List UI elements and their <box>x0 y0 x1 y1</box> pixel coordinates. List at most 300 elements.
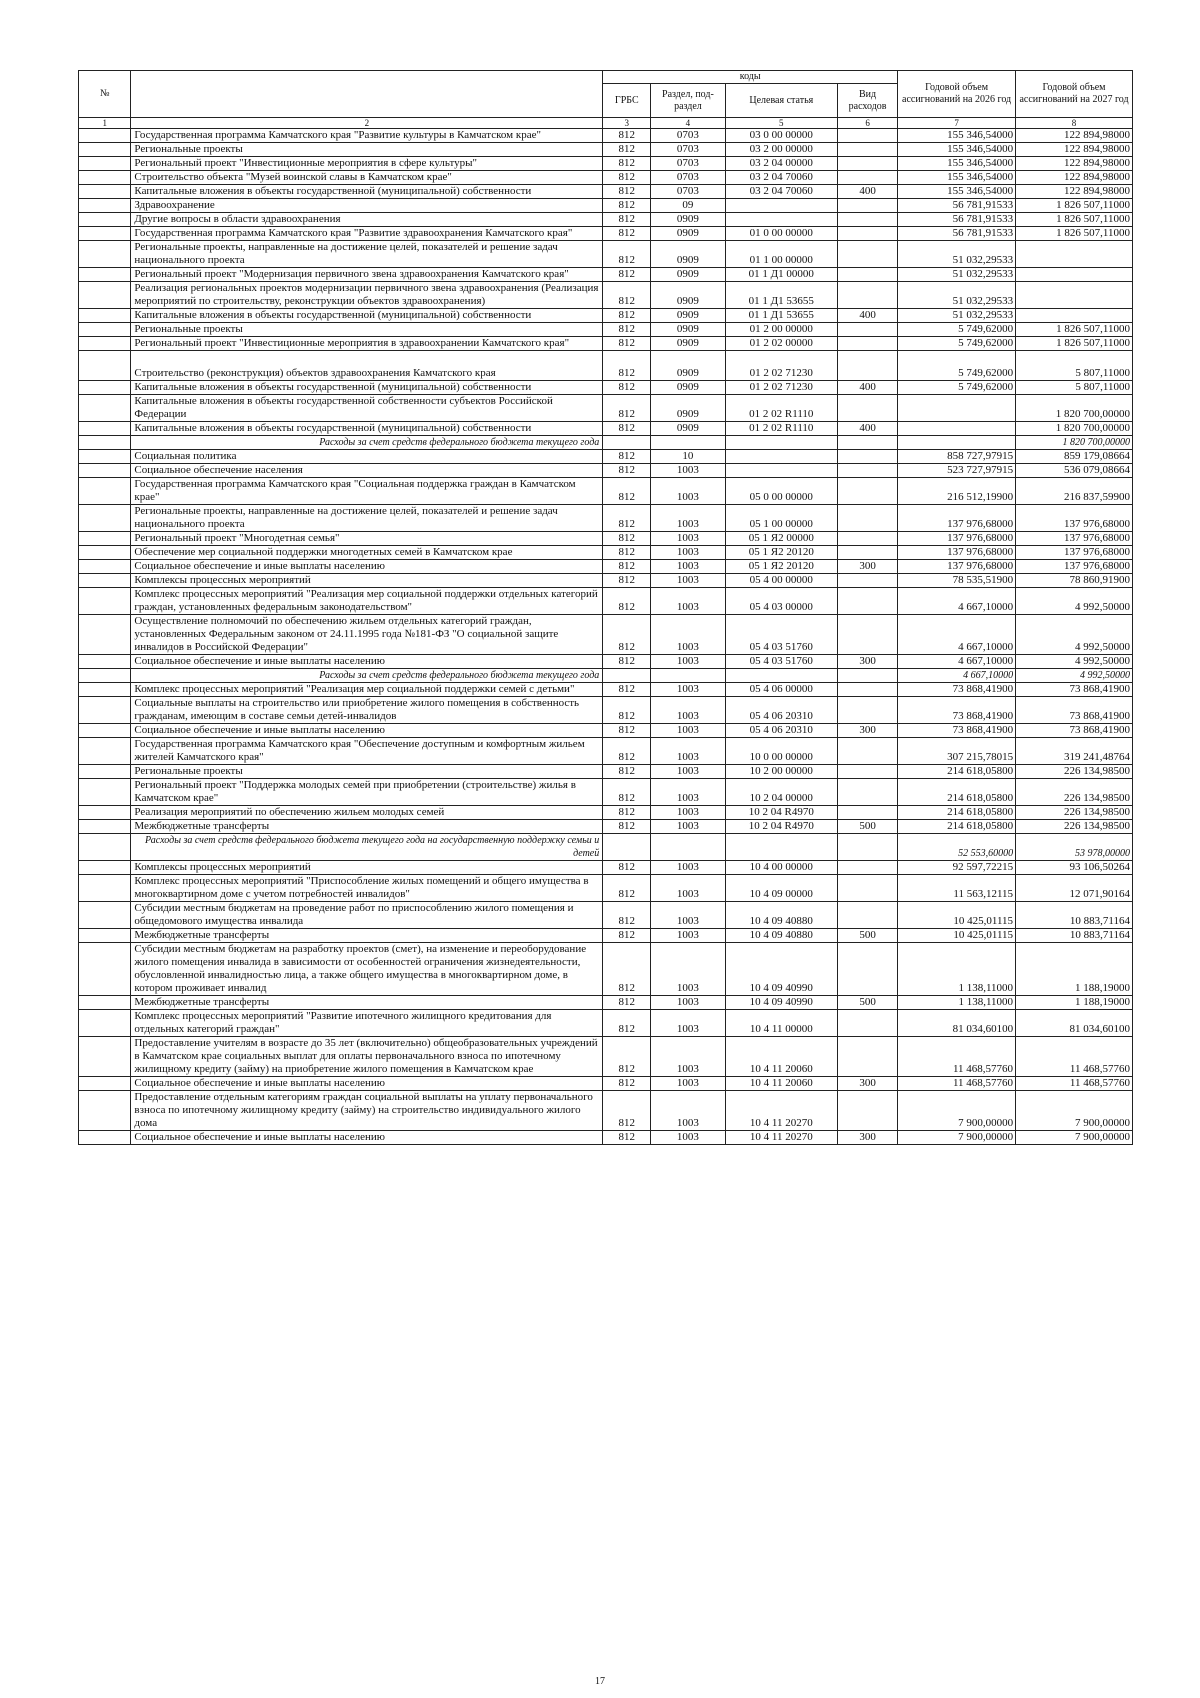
cell-name: Реализация региональных проектов модернизации первичного звена здравоохранения (Реализация мероприятий по строительству, реконструкции объектов здравоохранения) <box>131 282 603 309</box>
cell-volume-2027: 226 134,98500 <box>1016 820 1133 834</box>
cell-volume-2027: 7 900,00000 <box>1016 1091 1133 1131</box>
cell-name: Расходы за счет средств федерального бюджета текущего года <box>131 436 603 450</box>
cell-section: 1003 <box>651 875 725 902</box>
cell-name: Комплекс процессных мероприятий "Реализация мер социальной поддержки отдельных категорий граждан, установленных федеральным законодательством" <box>131 588 603 615</box>
cell-grbs: 812 <box>603 157 651 171</box>
cell-grbs: 812 <box>603 861 651 875</box>
cell-target: 01 2 02 71230 <box>725 381 837 395</box>
header-volume-2027: Годовой объем ассигнований на 2027 год <box>1016 71 1133 118</box>
cell-volume-2027: 226 134,98500 <box>1016 765 1133 779</box>
cell-volume-2026: 214 618,05800 <box>898 765 1016 779</box>
cell-kind <box>838 129 898 143</box>
cell-volume-2027: 1 188,19000 <box>1016 943 1133 996</box>
cell-volume-2027: 122 894,98000 <box>1016 157 1133 171</box>
cell-section: 1003 <box>651 943 725 996</box>
cell-kind <box>838 779 898 806</box>
cell-target: 10 4 09 40990 <box>725 943 837 996</box>
cell-name: Межбюджетные трансферты <box>131 996 603 1010</box>
table-row <box>79 779 1133 806</box>
cell-kind <box>838 171 898 185</box>
cell-name: Здравоохранение <box>131 199 603 213</box>
cell-number <box>79 820 131 834</box>
table-row <box>79 683 1133 697</box>
cell-number <box>79 574 131 588</box>
header-volume-2026: Годовой объем ассигнований на 2026 год <box>898 71 1016 118</box>
cell-section: 0909 <box>651 337 725 351</box>
cell-grbs: 812 <box>603 1131 651 1145</box>
table-row <box>79 1077 1133 1091</box>
cell-volume-2026: 214 618,05800 <box>898 779 1016 806</box>
cell-name: Государственная программа Камчатского края "Развитие культуры в Камчатском крае" <box>131 129 603 143</box>
cell-number <box>79 505 131 532</box>
cell-grbs: 812 <box>603 337 651 351</box>
cell-target: 03 2 04 00000 <box>725 157 837 171</box>
cell-volume-2026: 214 618,05800 <box>898 806 1016 820</box>
table-row <box>79 143 1133 157</box>
cell-kind <box>838 464 898 478</box>
cell-number <box>79 655 131 669</box>
cell-grbs <box>603 436 651 450</box>
cell-kind <box>838 875 898 902</box>
cell-kind <box>838 861 898 875</box>
table-row <box>79 450 1133 464</box>
cell-number <box>79 669 131 683</box>
cell-kind <box>838 337 898 351</box>
cell-volume-2027: 1 826 507,11000 <box>1016 323 1133 337</box>
cell-volume-2026: 92 597,72215 <box>898 861 1016 875</box>
table-row <box>79 199 1133 213</box>
cell-number <box>79 532 131 546</box>
cell-volume-2027: 5 807,11000 <box>1016 381 1133 395</box>
cell-name: Региональный проект "Многодетная семья" <box>131 532 603 546</box>
table-row <box>79 588 1133 615</box>
cell-number <box>79 323 131 337</box>
table-row <box>79 765 1133 779</box>
cell-target: 05 1 Я2 20120 <box>725 546 837 560</box>
cell-volume-2026: 858 727,97915 <box>898 450 1016 464</box>
cell-volume-2026: 5 749,62000 <box>898 337 1016 351</box>
cell-target: 01 2 02 71230 <box>725 351 837 381</box>
cell-volume-2026: 1 138,11000 <box>898 943 1016 996</box>
cell-name: Социальное обеспечение населения <box>131 464 603 478</box>
cell-grbs: 812 <box>603 683 651 697</box>
table-row <box>79 241 1133 268</box>
cell-number <box>79 213 131 227</box>
cell-grbs: 812 <box>603 806 651 820</box>
cell-volume-2027: 122 894,98000 <box>1016 143 1133 157</box>
cell-volume-2027: 73 868,41900 <box>1016 697 1133 724</box>
cell-grbs: 812 <box>603 129 651 143</box>
cell-kind: 500 <box>838 929 898 943</box>
cell-number <box>79 381 131 395</box>
cell-name: Региональные проекты, направленные на достижение целей, показателей и решение задач национального проекта <box>131 505 603 532</box>
cell-name: Комплексы процессных мероприятий <box>131 861 603 875</box>
cell-number <box>79 943 131 996</box>
cell-section: 1003 <box>651 546 725 560</box>
header-number: № <box>79 71 131 118</box>
table-row <box>79 1037 1133 1077</box>
table-row <box>79 185 1133 199</box>
cell-kind: 400 <box>838 185 898 199</box>
table-row <box>79 171 1133 185</box>
cell-grbs: 812 <box>603 450 651 464</box>
table-row <box>79 282 1133 309</box>
cell-name: Капитальные вложения в объекты государственной (муниципальной) собственности <box>131 381 603 395</box>
table-row <box>79 943 1133 996</box>
table-row <box>79 1091 1133 1131</box>
budget-table-container <box>78 70 1133 1145</box>
column-number: 1 <box>79 118 131 129</box>
cell-target: 10 2 04 00000 <box>725 779 837 806</box>
cell-grbs: 812 <box>603 697 651 724</box>
cell-section: 0909 <box>651 395 725 422</box>
cell-target: 10 4 09 40880 <box>725 902 837 929</box>
cell-volume-2026: 4 667,10000 <box>898 615 1016 655</box>
cell-target <box>725 213 837 227</box>
cell-number <box>79 765 131 779</box>
table-header <box>79 71 1133 129</box>
cell-name: Расходы за счет средств федерального бюджета текущего года <box>131 669 603 683</box>
cell-name: Социальное обеспечение и иные выплаты населению <box>131 724 603 738</box>
cell-section: 1003 <box>651 588 725 615</box>
cell-grbs: 812 <box>603 560 651 574</box>
cell-section: 0909 <box>651 213 725 227</box>
cell-kind <box>838 615 898 655</box>
cell-name: Социальное обеспечение и иные выплаты населению <box>131 1077 603 1091</box>
cell-target: 01 2 02 R1110 <box>725 395 837 422</box>
cell-volume-2027: 4 992,50000 <box>1016 655 1133 669</box>
cell-target <box>725 669 837 683</box>
cell-number <box>79 546 131 560</box>
cell-kind: 300 <box>838 1077 898 1091</box>
cell-kind <box>838 738 898 765</box>
table-row <box>79 129 1133 143</box>
cell-target: 05 4 03 00000 <box>725 588 837 615</box>
cell-target: 10 4 09 40990 <box>725 996 837 1010</box>
cell-volume-2027: 226 134,98500 <box>1016 806 1133 820</box>
cell-section: 0909 <box>651 227 725 241</box>
cell-volume-2027: 4 992,50000 <box>1016 615 1133 655</box>
cell-volume-2026: 11 563,12115 <box>898 875 1016 902</box>
cell-section: 1003 <box>651 464 725 478</box>
cell-kind: 300 <box>838 560 898 574</box>
cell-name: Комплекс процессных мероприятий "Реализация мер социальной поддержки семей с детьми" <box>131 683 603 697</box>
cell-number <box>79 615 131 655</box>
cell-volume-2027: 859 179,08664 <box>1016 450 1133 464</box>
cell-grbs: 812 <box>603 185 651 199</box>
cell-number <box>79 902 131 929</box>
cell-volume-2026: 4 667,10000 <box>898 669 1016 683</box>
cell-volume-2027: 137 976,68000 <box>1016 505 1133 532</box>
cell-name: Комплекс процессных мероприятий "Приспособление жилых помещений и общего имущества в многоквартирном доме с учетом потребностей инвалидов" <box>131 875 603 902</box>
cell-target: 10 4 09 00000 <box>725 875 837 902</box>
cell-volume-2026: 73 868,41900 <box>898 683 1016 697</box>
cell-name: Капитальные вложения в объекты государственной собственности субъектов Российской Федерации <box>131 395 603 422</box>
cell-kind <box>838 351 898 381</box>
cell-target: 10 2 00 00000 <box>725 765 837 779</box>
cell-kind <box>838 450 898 464</box>
cell-grbs: 812 <box>603 615 651 655</box>
cell-volume-2027: 122 894,98000 <box>1016 171 1133 185</box>
cell-grbs: 812 <box>603 199 651 213</box>
cell-target: 01 0 00 00000 <box>725 227 837 241</box>
cell-target: 03 0 00 00000 <box>725 129 837 143</box>
cell-volume-2026: 216 512,19900 <box>898 478 1016 505</box>
cell-kind <box>838 323 898 337</box>
cell-volume-2026: 155 346,54000 <box>898 143 1016 157</box>
cell-grbs: 812 <box>603 464 651 478</box>
cell-kind <box>838 1010 898 1037</box>
cell-number <box>79 806 131 820</box>
cell-kind: 400 <box>838 422 898 436</box>
table-row <box>79 655 1133 669</box>
cell-section: 1003 <box>651 615 725 655</box>
cell-volume-2026: 137 976,68000 <box>898 546 1016 560</box>
cell-number <box>79 1091 131 1131</box>
cell-target: 05 0 00 00000 <box>725 478 837 505</box>
cell-section: 10 <box>651 450 725 464</box>
cell-volume-2026: 1 138,11000 <box>898 996 1016 1010</box>
cell-grbs: 812 <box>603 779 651 806</box>
cell-volume-2027: 5 807,11000 <box>1016 351 1133 381</box>
cell-grbs: 812 <box>603 241 651 268</box>
cell-section: 1003 <box>651 683 725 697</box>
cell-volume-2026: 56 781,91533 <box>898 213 1016 227</box>
table-row <box>79 574 1133 588</box>
table-row <box>79 422 1133 436</box>
cell-volume-2027: 73 868,41900 <box>1016 683 1133 697</box>
cell-name: Субсидии местным бюджетам на разработку проектов (смет), на изменение и переоборудование жилого помещения инвалида в зависимости от особенностей ограничения жизнедеятельности, обусловленной инвалидностью лица, а также общего имущества в многоквартирном доме, в котором проживает инвалид <box>131 943 603 996</box>
cell-grbs <box>603 834 651 861</box>
cell-section: 0909 <box>651 422 725 436</box>
cell-target: 05 4 03 51760 <box>725 655 837 669</box>
cell-grbs: 812 <box>603 351 651 381</box>
cell-volume-2027: 1 826 507,11000 <box>1016 199 1133 213</box>
cell-section: 1003 <box>651 724 725 738</box>
cell-target: 01 2 00 00000 <box>725 323 837 337</box>
cell-grbs: 812 <box>603 143 651 157</box>
cell-name: Другие вопросы в области здравоохранения <box>131 213 603 227</box>
cell-number <box>79 129 131 143</box>
cell-target: 10 2 04 R4970 <box>725 820 837 834</box>
cell-number <box>79 724 131 738</box>
cell-volume-2026: 73 868,41900 <box>898 697 1016 724</box>
cell-kind <box>838 588 898 615</box>
cell-target: 10 2 04 R4970 <box>725 806 837 820</box>
cell-volume-2027 <box>1016 268 1133 282</box>
cell-name: Осуществление полномочий по обеспечению жильем отдельных категорий граждан, установленных Федеральным законом от 24.11.1995 года №181-ФЗ "О социальной защите инвалидов в Российской Федерации" <box>131 615 603 655</box>
cell-grbs: 812 <box>603 1077 651 1091</box>
cell-kind <box>838 532 898 546</box>
cell-target: 01 2 02 00000 <box>725 337 837 351</box>
cell-target: 01 1 Д1 53655 <box>725 309 837 323</box>
cell-name: Предоставление учителям в возрасте до 35 лет (включительно) общеобразовательных учреждений в Камчатском крае социальных выплат для оплаты первоначального взноса по ипотечному жилищному кредиту (займу) на приобретение жилого помещения в Камчатском крае <box>131 1037 603 1077</box>
cell-section: 1003 <box>651 1037 725 1077</box>
cell-target: 05 1 Я2 00000 <box>725 532 837 546</box>
cell-number <box>79 834 131 861</box>
cell-volume-2027: 10 883,71164 <box>1016 929 1133 943</box>
cell-section: 09 <box>651 199 725 213</box>
cell-name: Региональный проект "Инвестиционные мероприятия в сфере культуры" <box>131 157 603 171</box>
table-row <box>79 724 1133 738</box>
cell-grbs: 812 <box>603 309 651 323</box>
cell-volume-2027: 1 188,19000 <box>1016 996 1133 1010</box>
cell-volume-2026: 5 749,62000 <box>898 381 1016 395</box>
table-body <box>79 129 1133 1145</box>
table-row <box>79 1010 1133 1037</box>
table-row <box>79 157 1133 171</box>
table-row <box>79 505 1133 532</box>
cell-number <box>79 199 131 213</box>
cell-grbs <box>603 669 651 683</box>
cell-section: 1003 <box>651 929 725 943</box>
cell-kind: 400 <box>838 309 898 323</box>
table-row <box>79 546 1133 560</box>
cell-volume-2026: 11 468,57760 <box>898 1037 1016 1077</box>
cell-grbs: 812 <box>603 996 651 1010</box>
column-number: 4 <box>651 118 725 129</box>
cell-name: Региональные проекты <box>131 143 603 157</box>
cell-volume-2026: 5 749,62000 <box>898 351 1016 381</box>
cell-number <box>79 157 131 171</box>
cell-target: 05 4 06 00000 <box>725 683 837 697</box>
cell-number <box>79 478 131 505</box>
cell-number <box>79 697 131 724</box>
column-number: 3 <box>603 118 651 129</box>
cell-kind <box>838 395 898 422</box>
cell-name: Комплекс процессных мероприятий "Развитие ипотечного жилищного кредитования для отдельных категорий граждан" <box>131 1010 603 1037</box>
table-row <box>79 1131 1133 1145</box>
cell-target: 10 0 00 00000 <box>725 738 837 765</box>
cell-kind <box>838 241 898 268</box>
cell-number <box>79 1131 131 1145</box>
cell-volume-2027: 122 894,98000 <box>1016 129 1133 143</box>
cell-grbs: 812 <box>603 395 651 422</box>
cell-name: Реализация мероприятий по обеспечению жильем молодых семей <box>131 806 603 820</box>
cell-kind <box>838 683 898 697</box>
cell-grbs: 812 <box>603 478 651 505</box>
cell-target <box>725 834 837 861</box>
cell-number <box>79 464 131 478</box>
table-row <box>79 875 1133 902</box>
cell-name: Обеспечение мер социальной поддержки многодетных семей в Камчатском крае <box>131 546 603 560</box>
table-row <box>79 309 1133 323</box>
cell-section <box>651 669 725 683</box>
cell-number <box>79 351 131 381</box>
cell-name: Социальное обеспечение и иные выплаты населению <box>131 1131 603 1145</box>
cell-section: 1003 <box>651 996 725 1010</box>
table-row <box>79 478 1133 505</box>
cell-grbs: 812 <box>603 505 651 532</box>
cell-volume-2027: 1 820 700,00000 <box>1016 422 1133 436</box>
cell-number <box>79 337 131 351</box>
cell-section: 0909 <box>651 351 725 381</box>
table-row <box>79 902 1133 929</box>
cell-volume-2026: 56 781,91533 <box>898 199 1016 213</box>
cell-section: 1003 <box>651 1131 725 1145</box>
cell-grbs: 812 <box>603 820 651 834</box>
cell-target <box>725 436 837 450</box>
cell-volume-2027: 73 868,41900 <box>1016 724 1133 738</box>
cell-number <box>79 996 131 1010</box>
cell-volume-2027: 226 134,98500 <box>1016 779 1133 806</box>
cell-number <box>79 560 131 574</box>
cell-volume-2027: 122 894,98000 <box>1016 185 1133 199</box>
column-number: 6 <box>838 118 898 129</box>
cell-section: 0703 <box>651 157 725 171</box>
cell-target: 05 4 03 51760 <box>725 615 837 655</box>
cell-volume-2026: 10 425,01115 <box>898 929 1016 943</box>
cell-kind <box>838 697 898 724</box>
cell-volume-2026: 7 900,00000 <box>898 1131 1016 1145</box>
cell-section: 1003 <box>651 861 725 875</box>
cell-name: Государственная программа Камчатского края "Обеспечение доступным и комфортным жильем жителей Камчатского края" <box>131 738 603 765</box>
cell-number <box>79 436 131 450</box>
cell-volume-2026: 137 976,68000 <box>898 532 1016 546</box>
cell-section: 1003 <box>651 902 725 929</box>
cell-grbs: 812 <box>603 268 651 282</box>
cell-name: Предоставление отдельным категориям граждан социальной выплаты на уплату первоначального взноса по ипотечному жилищному кредиту (займу) на строительство индивидуального жилого дома <box>131 1091 603 1131</box>
cell-section: 0909 <box>651 323 725 337</box>
cell-volume-2027: 1 820 700,00000 <box>1016 395 1133 422</box>
cell-kind: 400 <box>838 381 898 395</box>
cell-name: Государственная программа Камчатского края "Социальная поддержка граждан в Камчатском крае" <box>131 478 603 505</box>
cell-section: 0909 <box>651 241 725 268</box>
cell-grbs: 812 <box>603 532 651 546</box>
cell-volume-2026: 155 346,54000 <box>898 171 1016 185</box>
cell-kind <box>838 282 898 309</box>
header-kind: Вид расходов <box>838 84 898 118</box>
cell-kind <box>838 546 898 560</box>
table-row-federal-note <box>79 436 1133 450</box>
cell-grbs: 812 <box>603 574 651 588</box>
cell-section: 1003 <box>651 574 725 588</box>
table-row <box>79 820 1133 834</box>
cell-kind <box>838 834 898 861</box>
cell-kind <box>838 268 898 282</box>
cell-name: Региональный проект "Инвестиционные мероприятия в здравоохранении Камчатского края" <box>131 337 603 351</box>
cell-section: 1003 <box>651 532 725 546</box>
cell-volume-2027: 319 241,48764 <box>1016 738 1133 765</box>
cell-volume-2026: 155 346,54000 <box>898 129 1016 143</box>
budget-table <box>78 70 1133 1145</box>
cell-volume-2027: 536 079,08664 <box>1016 464 1133 478</box>
table-row <box>79 464 1133 478</box>
cell-section: 1003 <box>651 1010 725 1037</box>
cell-volume-2027: 1 826 507,11000 <box>1016 337 1133 351</box>
cell-volume-2026 <box>898 436 1016 450</box>
cell-kind: 500 <box>838 820 898 834</box>
cell-grbs: 812 <box>603 171 651 185</box>
cell-grbs: 812 <box>603 902 651 929</box>
table-row <box>79 929 1133 943</box>
cell-number <box>79 929 131 943</box>
cell-number <box>79 861 131 875</box>
table-row <box>79 697 1133 724</box>
cell-volume-2026: 5 749,62000 <box>898 323 1016 337</box>
cell-target <box>725 450 837 464</box>
cell-number <box>79 450 131 464</box>
cell-target: 10 4 11 20060 <box>725 1077 837 1091</box>
cell-target: 10 4 11 20270 <box>725 1131 837 1145</box>
cell-volume-2026: 4 667,10000 <box>898 588 1016 615</box>
cell-section: 0909 <box>651 309 725 323</box>
cell-number <box>79 422 131 436</box>
cell-target: 05 1 Я2 20120 <box>725 560 837 574</box>
cell-number <box>79 588 131 615</box>
cell-name: Региональный проект "Поддержка молодых семей при приобретении (строительстве) жилья в Камчатском крае" <box>131 779 603 806</box>
cell-kind <box>838 227 898 241</box>
